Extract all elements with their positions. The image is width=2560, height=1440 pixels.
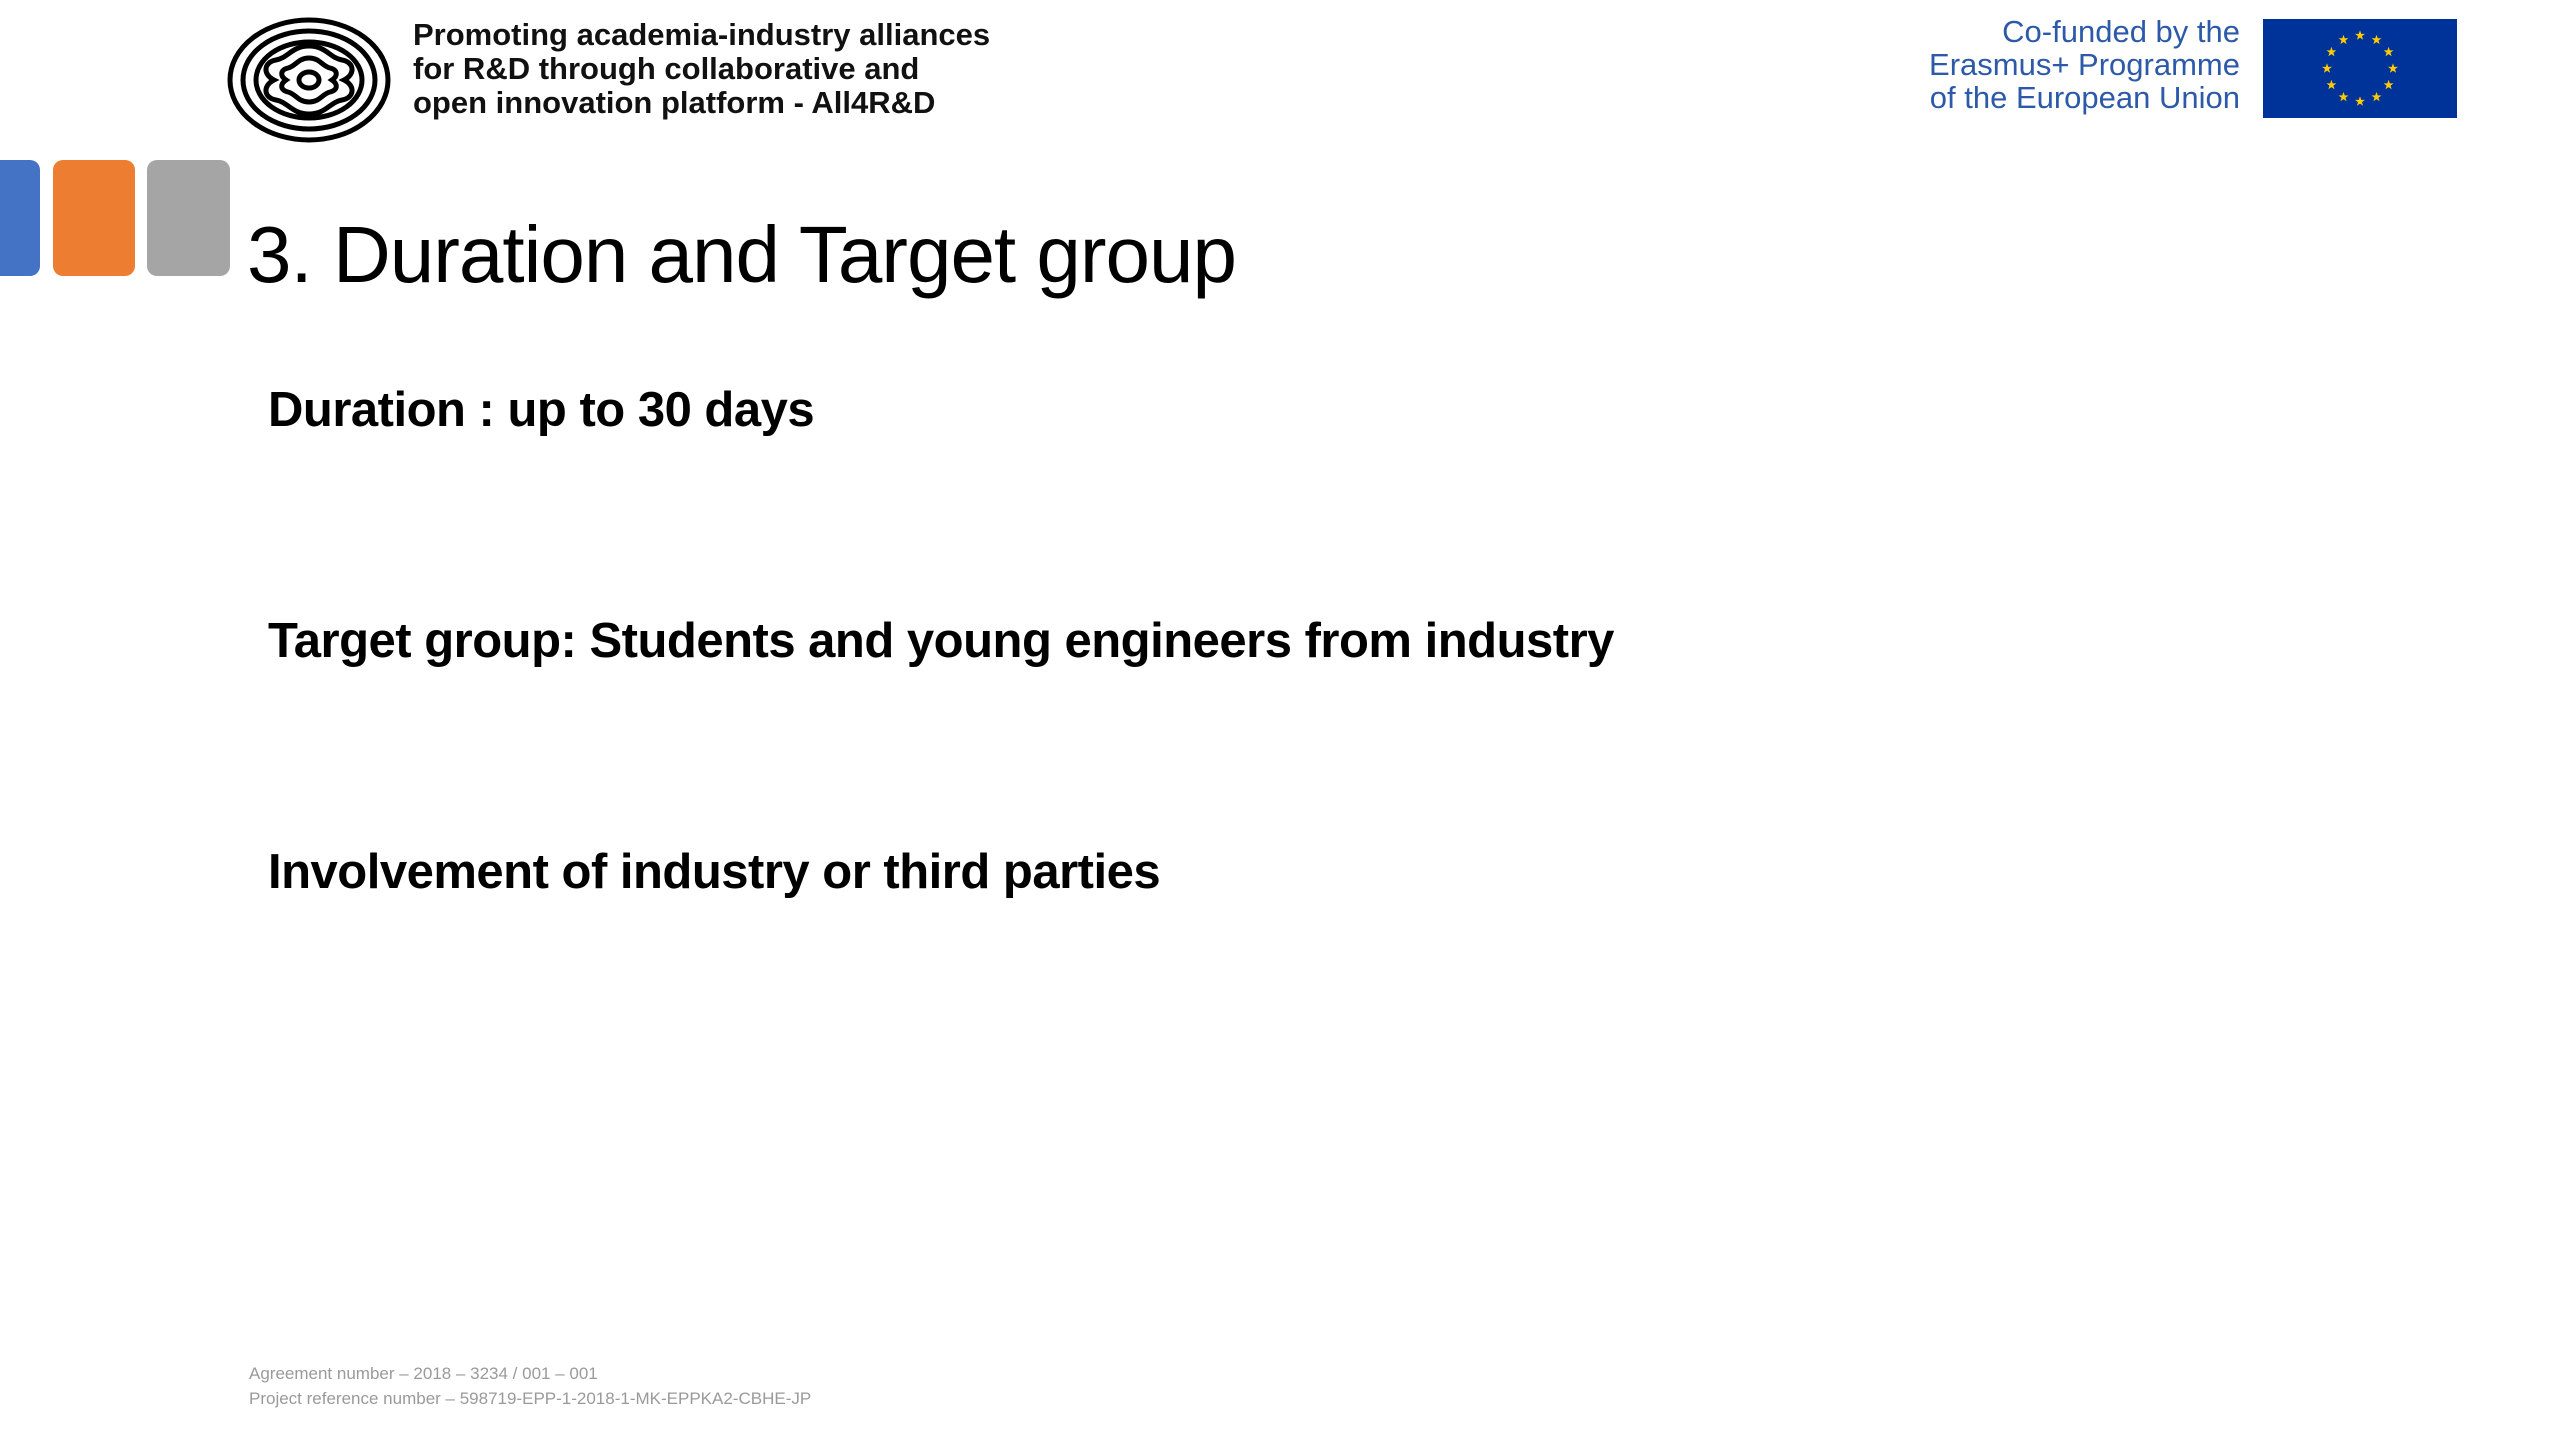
accent-square-blue bbox=[0, 160, 40, 276]
eu-flag-icon bbox=[2263, 19, 2457, 118]
project-tagline bbox=[413, 18, 1133, 120]
eu-text-line: Co-funded by the bbox=[2002, 14, 2240, 49]
duration-text: Duration : up to 30 days bbox=[268, 383, 815, 437]
eu-cofunding-text bbox=[1830, 15, 2240, 114]
all4rd-logo-icon bbox=[226, 16, 392, 144]
target-group-text: Target group: Students and young engineers from industry bbox=[268, 614, 1614, 668]
involvement-text: Involvement of industry or third parties bbox=[268, 845, 1161, 899]
eu-text-line: Erasmus+ Programme bbox=[1929, 47, 2240, 82]
footer bbox=[249, 1361, 811, 1411]
agreement-number: Agreement number – 2018 – 3234 / 001 – 001 bbox=[249, 1364, 598, 1383]
eu-text-line: of the European Union bbox=[1929, 80, 2240, 115]
tagline-line: open innovation platform - All4R&D bbox=[413, 85, 936, 120]
tagline-line: for R&D through collaborative and bbox=[413, 51, 920, 86]
project-reference-number: Project reference number – 598719-EPP-1-2018-1-MK-EPPKA2-CBHE-JP bbox=[249, 1389, 812, 1408]
accent-square-orange bbox=[53, 160, 135, 276]
accent-square-gray bbox=[147, 160, 230, 276]
tagline-line: Promoting academia-industry alliances bbox=[413, 17, 991, 52]
slide-title: 3. Duration and Target group bbox=[247, 210, 1236, 299]
